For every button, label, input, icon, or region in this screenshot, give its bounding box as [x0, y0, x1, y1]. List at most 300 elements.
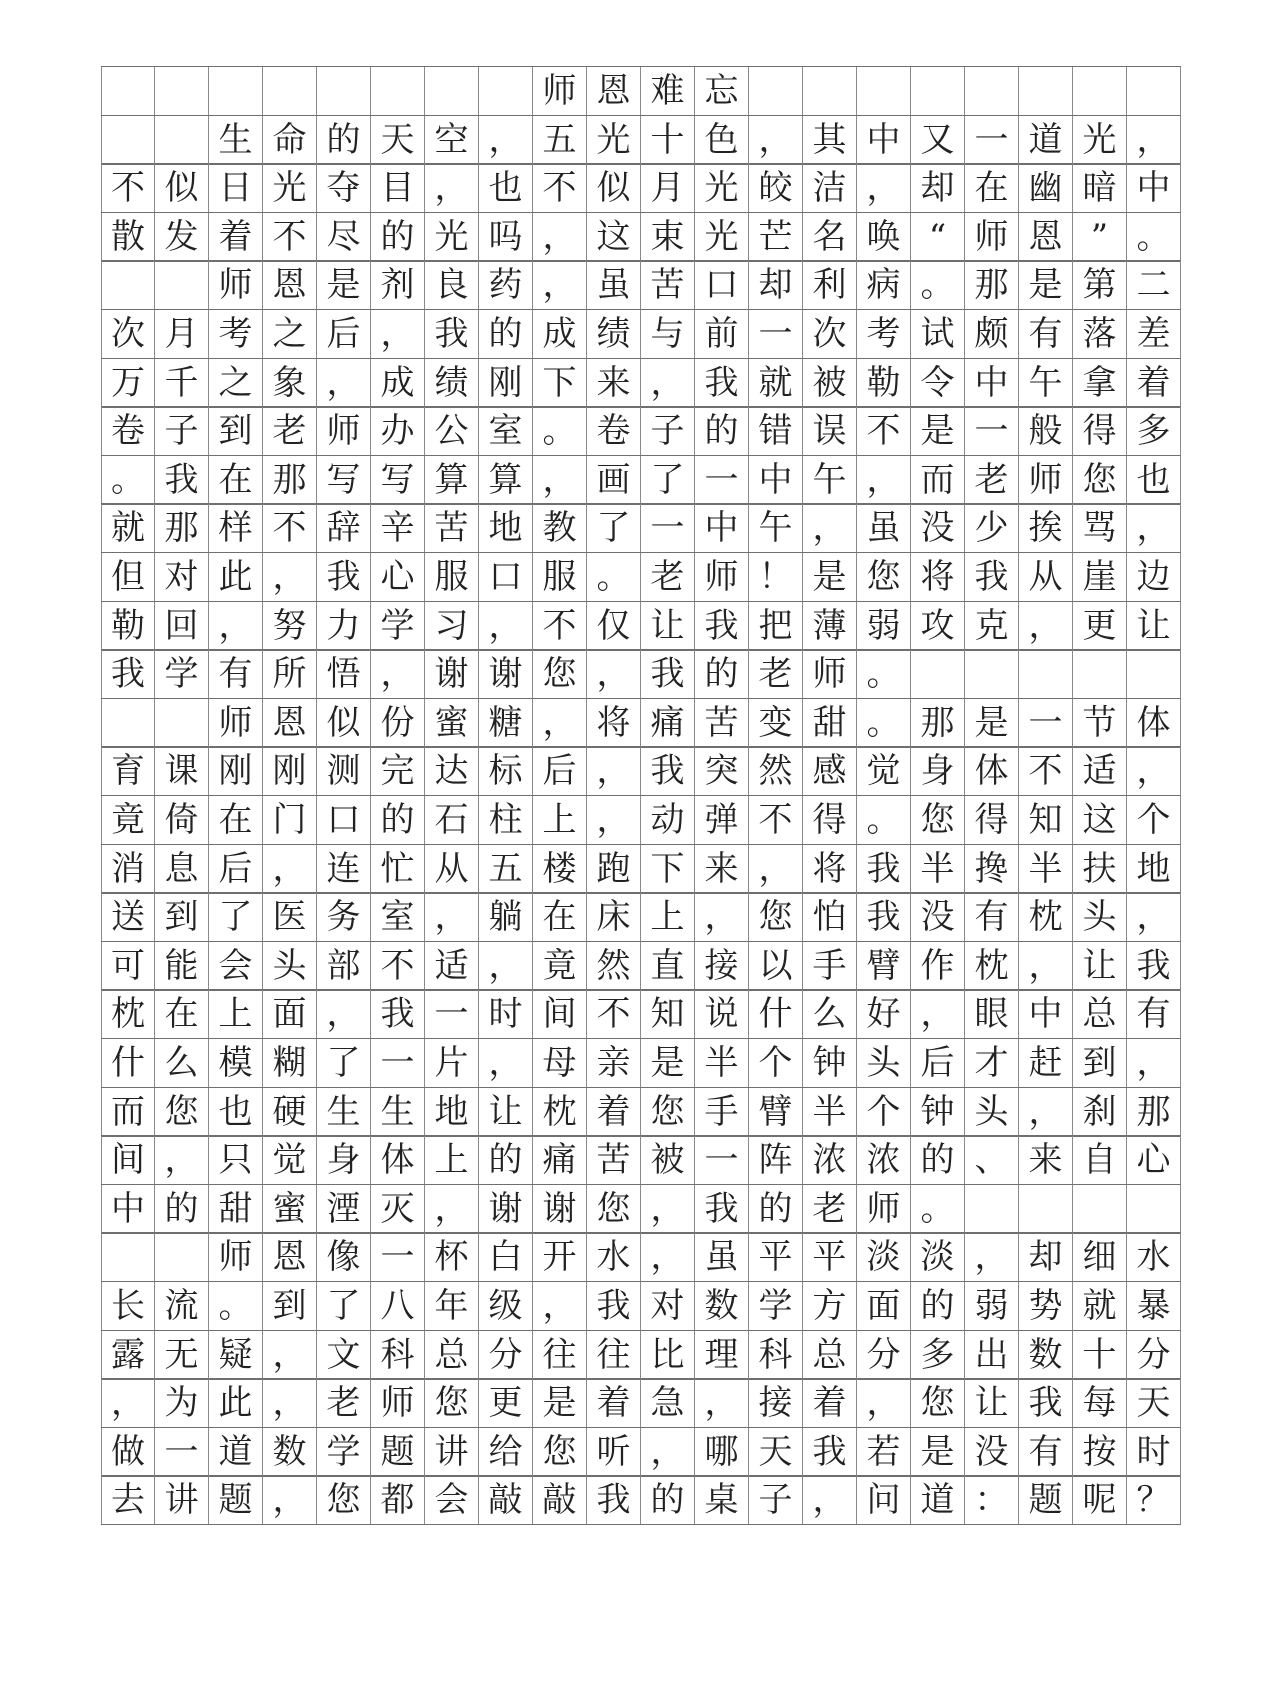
grid-cell: 头 — [965, 1088, 1019, 1136]
grid-cell: 不 — [263, 504, 317, 552]
grid-cell: 。 — [911, 1185, 965, 1233]
grid-cell: 无 — [155, 1331, 209, 1379]
grid-cell: ， — [533, 261, 587, 309]
grid-cell: 身 — [317, 1136, 371, 1184]
grid-cell: 更 — [1073, 602, 1127, 650]
grid-cell: 白 — [479, 1233, 533, 1281]
grid-cell: 半 — [1019, 845, 1073, 893]
grid-cell: 您 — [155, 1088, 209, 1136]
grid-cell — [911, 650, 965, 698]
grid-cell: 虽 — [857, 504, 911, 552]
grid-cell: 与 — [641, 310, 695, 358]
grid-cell: 课 — [155, 747, 209, 795]
grid-cell: 其 — [803, 116, 857, 164]
grid-cell: 却 — [911, 164, 965, 212]
grid-cell: 面 — [857, 1282, 911, 1330]
grid-cell: 后 — [533, 747, 587, 795]
grid-cell: 给 — [479, 1428, 533, 1476]
grid-cell: 而 — [101, 1088, 155, 1136]
grid-cell: 目 — [371, 164, 425, 212]
grid-cell: 觉 — [263, 1136, 317, 1184]
grid-cell: 什 — [101, 1039, 155, 1087]
grid-cell: 亲 — [587, 1039, 641, 1087]
grid-cell: 痛 — [641, 699, 695, 747]
grid-cell: 水 — [1127, 1233, 1181, 1281]
grid-cell: 暴 — [1127, 1282, 1181, 1330]
grid-cell: 数 — [695, 1282, 749, 1330]
grid-cell: 动 — [641, 796, 695, 844]
grid-cell: 躺 — [479, 893, 533, 941]
grid-cell: 方 — [803, 1282, 857, 1330]
grid-cell: 是 — [803, 553, 857, 601]
grid-cell: 服 — [533, 553, 587, 601]
grid-cell: 中 — [101, 1185, 155, 1233]
grid-cell: 生 — [209, 116, 263, 164]
grid-cell: 的 — [479, 1136, 533, 1184]
grid-cell: 生 — [371, 1088, 425, 1136]
grid-cell: 赶 — [1019, 1039, 1073, 1087]
grid-cell: 来 — [587, 359, 641, 407]
grid-cell: ， — [857, 164, 911, 212]
grid-cell: 时 — [479, 990, 533, 1038]
grid-cell: 分 — [857, 1331, 911, 1379]
grid-cell: 一 — [371, 1039, 425, 1087]
grid-cell: 样 — [209, 504, 263, 552]
grid-cell: 完 — [371, 747, 425, 795]
grid-cell: 部 — [317, 942, 371, 990]
grid-cell: 半 — [911, 845, 965, 893]
grid-cell: ， — [641, 1428, 695, 1476]
title-cell — [371, 67, 425, 115]
grid-cell: 您 — [425, 1379, 479, 1427]
grid-cell: 的 — [695, 407, 749, 455]
grid-cell: 我 — [371, 990, 425, 1038]
grid-cell: 光 — [695, 164, 749, 212]
grid-cell: 弱 — [857, 602, 911, 650]
grid-cell: 光 — [587, 116, 641, 164]
grid-cell: 着 — [587, 1379, 641, 1427]
grid-cell: 间 — [533, 990, 587, 1038]
grid-cell: ， — [533, 1282, 587, 1330]
grid-cell: 蜜 — [263, 1185, 317, 1233]
grid-cell: 误 — [803, 407, 857, 455]
grid-cell: 让 — [1073, 942, 1127, 990]
grid-cell: 夺 — [317, 164, 371, 212]
grid-cell: 总 — [803, 1331, 857, 1379]
title-cell: 师 — [533, 67, 587, 115]
grid-cell: 下 — [533, 359, 587, 407]
grid-cell: 个 — [1127, 796, 1181, 844]
text-row — [101, 1281, 1181, 1331]
grid-cell: 而 — [911, 456, 965, 504]
grid-cell: 得 — [965, 796, 1019, 844]
grid-cell: 只 — [209, 1136, 263, 1184]
grid-cell: 上 — [533, 796, 587, 844]
grid-cell: 老 — [803, 1185, 857, 1233]
grid-cell: 竟 — [533, 942, 587, 990]
grid-cell: 竟 — [101, 796, 155, 844]
grid-cell: 您 — [911, 796, 965, 844]
grid-cell: 病 — [857, 261, 911, 309]
grid-cell: 阵 — [749, 1136, 803, 1184]
grid-cell: 体 — [1127, 699, 1181, 747]
grid-cell: 师 — [317, 407, 371, 455]
grid-cell: 苦 — [587, 1136, 641, 1184]
text-row — [101, 503, 1181, 553]
grid-cell: 不 — [533, 164, 587, 212]
grid-cell: 。 — [857, 699, 911, 747]
grid-cell: 薄 — [803, 602, 857, 650]
grid-cell: 谢 — [533, 1185, 587, 1233]
grid-cell: 好 — [857, 990, 911, 1038]
grid-cell: 得 — [1073, 407, 1127, 455]
grid-cell: 师 — [209, 261, 263, 309]
grid-cell: 考 — [209, 310, 263, 358]
title-cell — [101, 67, 155, 115]
grid-cell: 仅 — [587, 602, 641, 650]
grid-cell — [155, 261, 209, 309]
grid-cell — [155, 699, 209, 747]
grid-cell — [1019, 650, 1073, 698]
grid-cell: 钟 — [911, 1088, 965, 1136]
grid-cell: 理 — [695, 1331, 749, 1379]
grid-cell: 次 — [803, 310, 857, 358]
grid-cell — [965, 650, 1019, 698]
grid-cell: ， — [263, 1476, 317, 1524]
grid-cell — [155, 116, 209, 164]
text-row — [101, 989, 1181, 1039]
grid-cell: 多 — [911, 1331, 965, 1379]
grid-cell: 您 — [911, 1379, 965, 1427]
grid-cell: ， — [803, 1476, 857, 1524]
grid-cell: 中 — [1127, 164, 1181, 212]
grid-cell: 后 — [317, 310, 371, 358]
grid-cell: ， — [1127, 116, 1181, 164]
grid-cell: 天 — [1127, 1379, 1181, 1427]
grid-cell: 暗 — [1073, 164, 1127, 212]
grid-cell: 。 — [1127, 213, 1181, 261]
grid-cell: 您 — [857, 553, 911, 601]
grid-cell: 老 — [641, 553, 695, 601]
grid-cell: 床 — [587, 893, 641, 941]
grid-cell: 将 — [587, 699, 641, 747]
grid-cell: 然 — [587, 942, 641, 990]
grid-cell: 。 — [857, 650, 911, 698]
grid-cell: 甜 — [209, 1185, 263, 1233]
grid-cell: 以 — [749, 942, 803, 990]
grid-cell: ， — [1019, 602, 1073, 650]
grid-cell: ， — [1127, 1039, 1181, 1087]
grid-cell: 考 — [857, 310, 911, 358]
grid-cell: 道 — [911, 1476, 965, 1524]
grid-cell: 千 — [155, 359, 209, 407]
grid-cell: 少 — [965, 504, 1019, 552]
grid-cell: ” — [1073, 213, 1127, 261]
grid-cell: 似 — [587, 164, 641, 212]
grid-cell: 您 — [533, 650, 587, 698]
grid-cell — [101, 116, 155, 164]
grid-cell: 总 — [425, 1331, 479, 1379]
text-row — [101, 552, 1181, 602]
grid-cell: 回 — [155, 602, 209, 650]
grid-cell: 的 — [371, 796, 425, 844]
grid-cell: 接 — [749, 1379, 803, 1427]
grid-cell: 习 — [425, 602, 479, 650]
grid-cell: 就 — [749, 359, 803, 407]
grid-cell: 我 — [695, 359, 749, 407]
grid-cell: 子 — [641, 407, 695, 455]
grid-cell: 一 — [155, 1428, 209, 1476]
grid-cell: 师 — [857, 1185, 911, 1233]
grid-cell: 生 — [317, 1088, 371, 1136]
grid-cell: 眼 — [965, 990, 1019, 1038]
grid-cell: 学 — [155, 650, 209, 698]
grid-cell: ， — [425, 893, 479, 941]
grid-cell — [1073, 650, 1127, 698]
grid-cell: 似 — [317, 699, 371, 747]
grid-cell: 时 — [1127, 1428, 1181, 1476]
grid-cell: 那 — [965, 261, 1019, 309]
grid-cell: 被 — [641, 1136, 695, 1184]
title-cell — [749, 67, 803, 115]
grid-cell: ， — [1127, 504, 1181, 552]
grid-cell: ， — [479, 116, 533, 164]
grid-cell: 。 — [587, 553, 641, 601]
title-cell: 难 — [641, 67, 695, 115]
grid-cell: 您 — [641, 1088, 695, 1136]
grid-cell: 勒 — [857, 359, 911, 407]
grid-cell: ， — [209, 602, 263, 650]
grid-cell: 我 — [965, 553, 1019, 601]
grid-cell: 象 — [263, 359, 317, 407]
grid-cell — [1073, 1185, 1127, 1233]
grid-cell: 算 — [479, 456, 533, 504]
grid-cell: 不 — [533, 602, 587, 650]
grid-cell: 枕 — [533, 1088, 587, 1136]
grid-cell: 卷 — [101, 407, 155, 455]
grid-cell: 子 — [155, 407, 209, 455]
grid-cell: ， — [1127, 747, 1181, 795]
grid-cell: 般 — [1019, 407, 1073, 455]
grid-cell: 剂 — [371, 261, 425, 309]
grid-cell: 的 — [695, 650, 749, 698]
grid-cell: 老 — [749, 650, 803, 698]
grid-cell: 一 — [695, 456, 749, 504]
grid-cell: 间 — [101, 1136, 155, 1184]
grid-cell: 臂 — [857, 942, 911, 990]
grid-cell: 平 — [749, 1233, 803, 1281]
grid-cell: 午 — [749, 504, 803, 552]
grid-cell: 色 — [695, 116, 749, 164]
grid-cell: 学 — [749, 1282, 803, 1330]
grid-cell: 天 — [371, 116, 425, 164]
grid-cell: 也 — [209, 1088, 263, 1136]
grid-cell: 边 — [1127, 553, 1181, 601]
grid-cell: ！ — [749, 553, 803, 601]
grid-cell: 体 — [965, 747, 1019, 795]
grid-cell: 知 — [641, 990, 695, 1038]
grid-cell: 作 — [911, 942, 965, 990]
grid-cell: 势 — [1019, 1282, 1073, 1330]
grid-cell: 中 — [857, 116, 911, 164]
grid-cell: 天 — [749, 1428, 803, 1476]
grid-cell: 勒 — [101, 602, 155, 650]
grid-cell: 刚 — [479, 359, 533, 407]
grid-cell: 光 — [263, 164, 317, 212]
grid-cell: 上 — [209, 990, 263, 1038]
grid-cell: 辞 — [317, 504, 371, 552]
grid-cell: 连 — [317, 845, 371, 893]
grid-cell: 个 — [749, 1039, 803, 1087]
grid-cell: 写 — [371, 456, 425, 504]
grid-cell: 觉 — [857, 747, 911, 795]
grid-cell: 是 — [965, 699, 1019, 747]
grid-cell: 您 — [533, 1428, 587, 1476]
grid-cell: 写 — [317, 456, 371, 504]
grid-cell: 所 — [263, 650, 317, 698]
grid-cell: 服 — [425, 553, 479, 601]
grid-cell: 我 — [1019, 1379, 1073, 1427]
grid-cell: 题 — [209, 1476, 263, 1524]
grid-cell: 力 — [317, 602, 371, 650]
grid-cell: 散 — [101, 213, 155, 261]
grid-cell: 中 — [749, 456, 803, 504]
grid-cell: 科 — [749, 1331, 803, 1379]
grid-cell: 枕 — [101, 990, 155, 1038]
text-row — [101, 1184, 1181, 1234]
grid-cell: ， — [263, 1331, 317, 1379]
grid-cell: 地 — [425, 1088, 479, 1136]
grid-cell: 我 — [803, 1428, 857, 1476]
grid-cell: 是 — [533, 1379, 587, 1427]
grid-cell: ， — [911, 990, 965, 1038]
grid-cell: 我 — [101, 650, 155, 698]
grid-cell: 虽 — [587, 261, 641, 309]
grid-cell: 着 — [587, 1088, 641, 1136]
grid-cell: 头 — [857, 1039, 911, 1087]
grid-cell: 着 — [803, 1379, 857, 1427]
grid-cell: 差 — [1127, 310, 1181, 358]
grid-cell: 师 — [803, 650, 857, 698]
grid-cell: 着 — [209, 213, 263, 261]
grid-cell: 敲 — [479, 1476, 533, 1524]
text-row — [101, 212, 1181, 262]
grid-cell: 为 — [155, 1379, 209, 1427]
grid-cell: 恩 — [263, 699, 317, 747]
grid-cell: 被 — [803, 359, 857, 407]
grid-cell: ， — [263, 1379, 317, 1427]
grid-cell: 的 — [749, 1185, 803, 1233]
grid-cell: 五 — [479, 845, 533, 893]
grid-cell: 老 — [317, 1379, 371, 1427]
grid-cell: 那 — [911, 699, 965, 747]
grid-cell: 从 — [425, 845, 479, 893]
grid-cell: 总 — [1073, 990, 1127, 1038]
grid-cell: 错 — [749, 407, 803, 455]
grid-cell: 没 — [965, 1428, 1019, 1476]
grid-cell: ： — [965, 1476, 1019, 1524]
grid-cell: 让 — [965, 1379, 1019, 1427]
grid-cell: 细 — [1073, 1233, 1127, 1281]
grid-cell: 地 — [1127, 845, 1181, 893]
grid-cell: 把 — [749, 602, 803, 650]
grid-cell: 一 — [1019, 699, 1073, 747]
grid-cell: ， — [317, 359, 371, 407]
grid-cell: 到 — [263, 1282, 317, 1330]
grid-cell: 出 — [965, 1331, 1019, 1379]
grid-cell: 身 — [911, 747, 965, 795]
grid-cell: 一 — [425, 990, 479, 1038]
grid-cell: 按 — [1073, 1428, 1127, 1476]
grid-cell: “ — [911, 213, 965, 261]
grid-cell: 下 — [641, 845, 695, 893]
text-row — [101, 892, 1181, 942]
grid-cell: 师 — [965, 213, 1019, 261]
grid-cell: 洁 — [803, 164, 857, 212]
grid-cell: 都 — [371, 1476, 425, 1524]
grid-cell: ， — [1127, 893, 1181, 941]
grid-cell: 苦 — [425, 504, 479, 552]
grid-cell: 却 — [1019, 1233, 1073, 1281]
grid-cell: 手 — [695, 1088, 749, 1136]
grid-cell: 恩 — [1019, 213, 1073, 261]
grid-cell: ， — [1019, 1088, 1073, 1136]
grid-cell: ， — [641, 1185, 695, 1233]
grid-cell: 在 — [209, 456, 263, 504]
grid-cell: 年 — [425, 1282, 479, 1330]
grid-cell: 不 — [857, 407, 911, 455]
grid-cell: ， — [587, 747, 641, 795]
grid-cell: 我 — [155, 456, 209, 504]
grid-cell: 硬 — [263, 1088, 317, 1136]
grid-cell: 了 — [641, 456, 695, 504]
grid-cell: 将 — [803, 845, 857, 893]
title-cell — [1073, 67, 1127, 115]
grid-cell: ， — [965, 1233, 1019, 1281]
grid-cell: 然 — [749, 747, 803, 795]
grid-cell: 师 — [209, 699, 263, 747]
title-cell — [155, 67, 209, 115]
text-row — [101, 698, 1181, 748]
grid-cell: 杯 — [425, 1233, 479, 1281]
grid-cell: ， — [695, 893, 749, 941]
grid-cell: 您 — [749, 893, 803, 941]
text-row — [101, 746, 1181, 796]
grid-cell: 是 — [641, 1039, 695, 1087]
grid-cell: 命 — [263, 116, 317, 164]
grid-cell: 不 — [371, 942, 425, 990]
grid-cell: 糖 — [479, 699, 533, 747]
grid-cell: 听 — [587, 1428, 641, 1476]
grid-cell: 开 — [533, 1233, 587, 1281]
grid-cell: 学 — [371, 602, 425, 650]
grid-cell: 扶 — [1073, 845, 1127, 893]
grid-cell: 师 — [1019, 456, 1073, 504]
grid-cell: 片 — [425, 1039, 479, 1087]
grid-cell: 似 — [155, 164, 209, 212]
grid-cell: 不 — [749, 796, 803, 844]
text-row — [101, 1330, 1181, 1380]
grid-cell: 子 — [749, 1476, 803, 1524]
grid-cell: 也 — [1127, 456, 1181, 504]
grid-cell: 从 — [1019, 553, 1073, 601]
grid-cell: 却 — [749, 261, 803, 309]
text-row — [101, 1038, 1181, 1088]
grid-cell: 光 — [1073, 116, 1127, 164]
grid-cell: 您 — [587, 1185, 641, 1233]
grid-cell: 讲 — [155, 1476, 209, 1524]
grid-cell: 幽 — [1019, 164, 1073, 212]
